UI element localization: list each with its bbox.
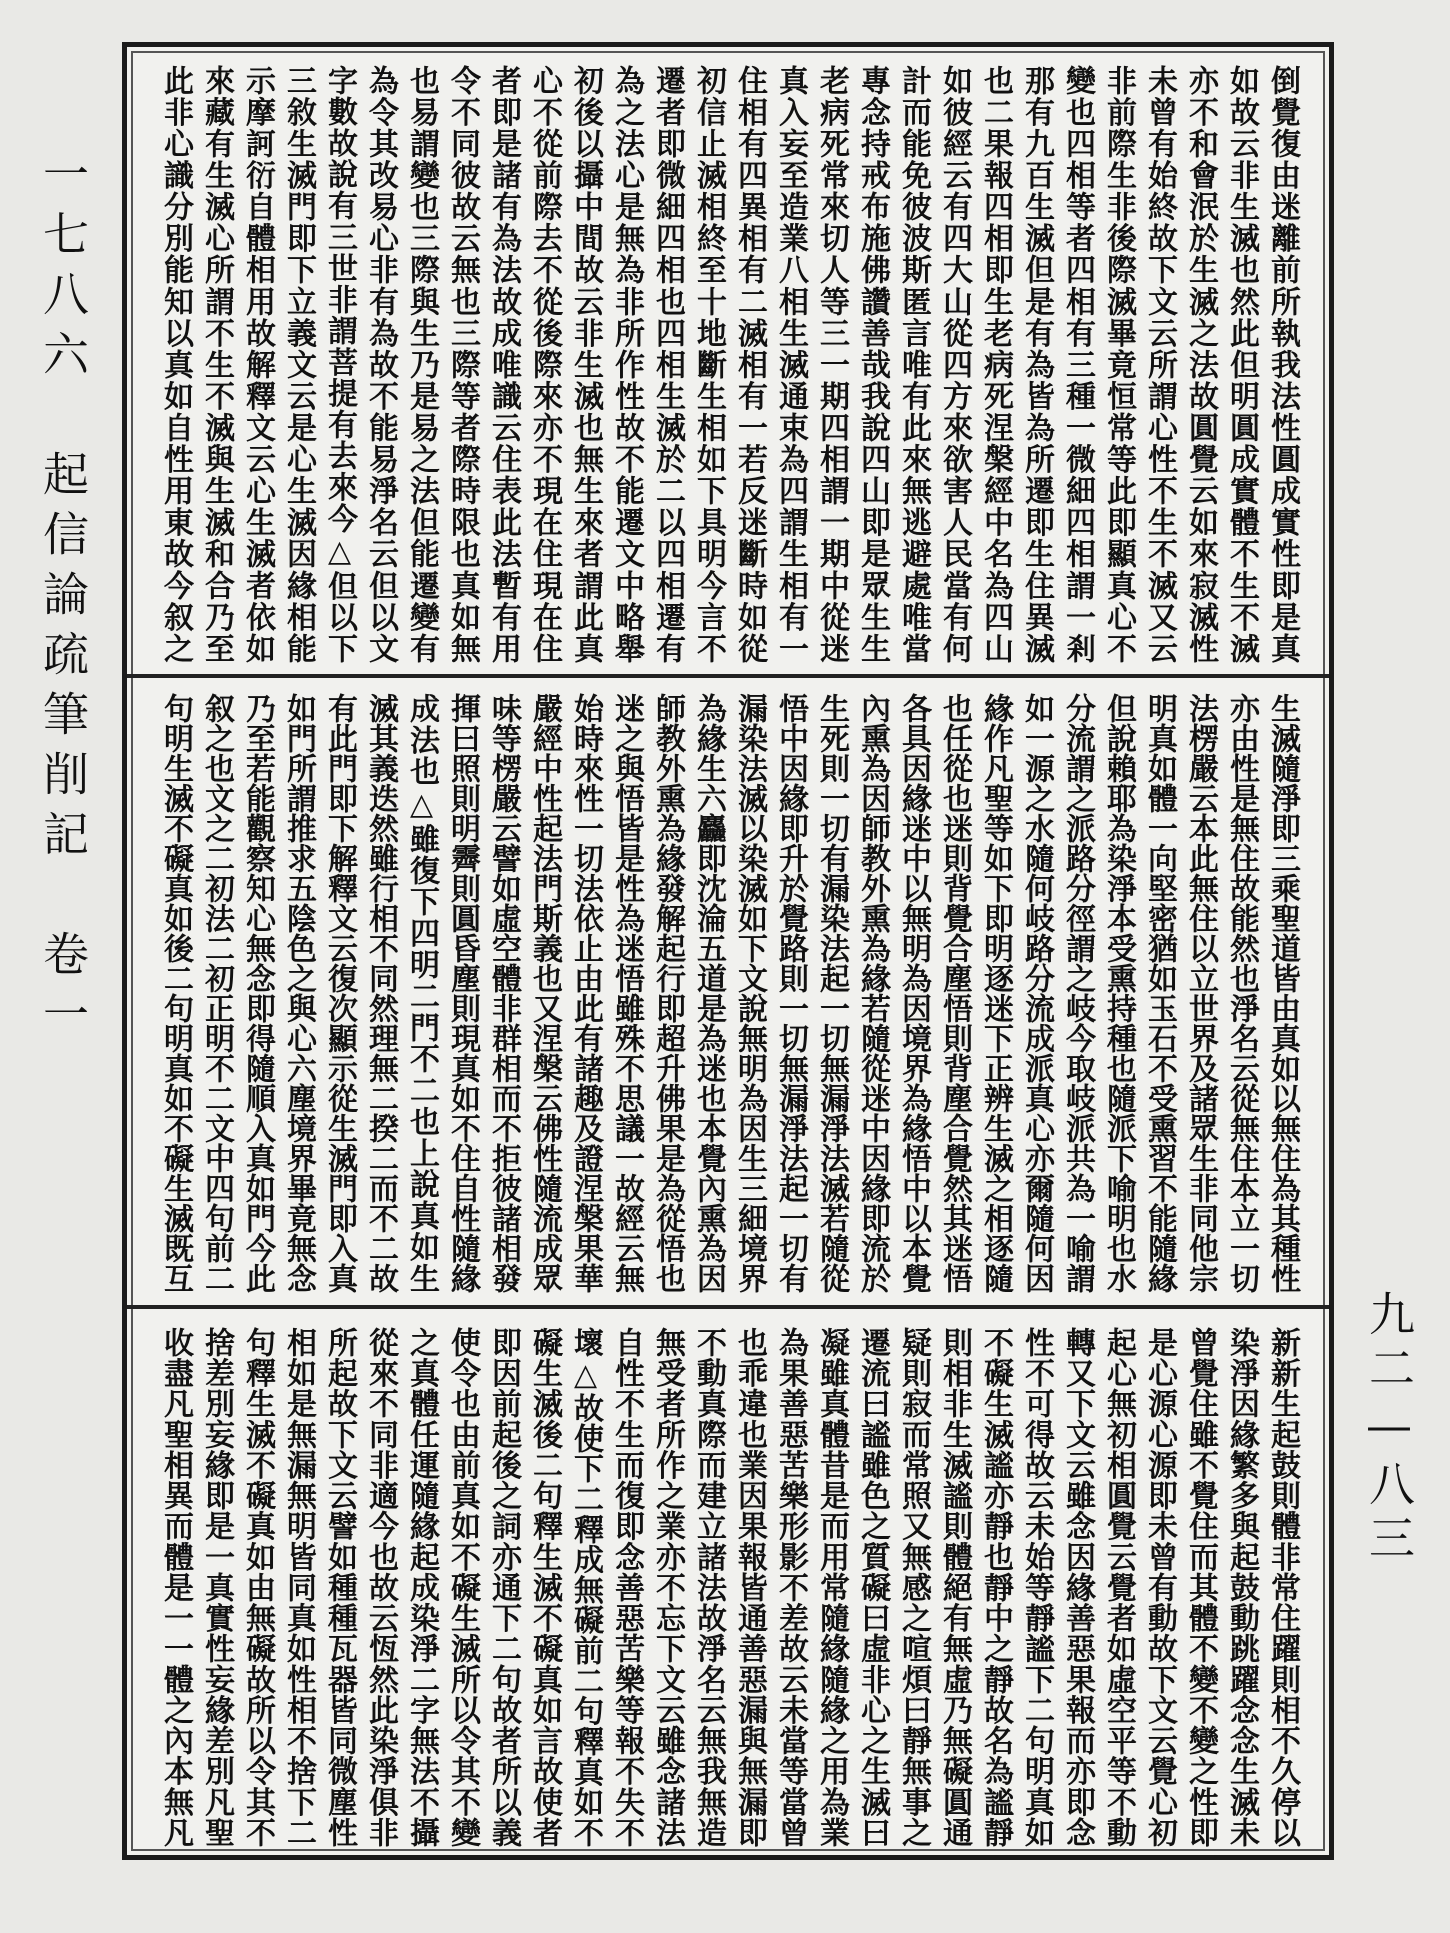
panel-middle-text: 生滅隨淨即三乘聖道皆由真如以無住為其種性亦由性是無住故能然也淨名云從無住本立一切法楞嚴云本此無住以立世界及諸眾生非同他宗明真如體一向堅密猶如玉石不受熏習不能隨緣但說賴耶為染淨本受熏持種也隨派下喻明也水分流謂之派路分徑謂之岐今取岐派共為一喻謂如一源之水隨何岐路分流成派真心亦爾隨何因緣作凡聖等如下即明逐迷下正辨生滅之相逐隨也任從也迷則背覺合塵悟則背塵合覺然其迷悟各具因緣迷中以無明為因境界為緣悟中以本覺內熏為因師教外熏為緣若隨從迷中因緣即流於生死則一切有漏染法起一切無漏淨法滅若隨從悟中因緣即升於覺路則一切無漏淨法起一切有漏染法滅以染滅如下文說無明為因生三細境界為緣生六麤即沈淪五道是為迷也本覺內熏為因師教外熏為緣發解起行即超升佛果是為從悟也迷之與悟皆是性為迷悟雖殊不思議一故經云無始時來性一切法依止由此有諸趣及證涅槃果華嚴經中性起法門斯義也又涅槃云佛性隨流成眾味等楞嚴云譬如虛空體非群相而不拒彼諸相發揮曰照則明霽則圓昏塵則現真如不住自性隨緣成法也△雖復下四明二門不二也上說真如生滅其義迭然雖行相不同然理無二揆二而不二故有此門即下解釋文云復次顯示從生滅門即入真如門所謂推求五陰色之與心六塵境界畢竟無念乃至若能觀察知心無念即得隨順入真如門今此叙之也文之二初法二初正明不二文中四句前二句明生滅不礙真如後二句明真如不礙生滅既互 xyxy=(158,693,1300,1293)
page-number: 九二—八三 xyxy=(1362,1290,1416,1568)
panel-top-text: 倒覺復由迷離前所執我法性圓成實性即是真如故云非生滅也然此但明圓成實體不生不滅亦不和會泯於生滅之法故圓覺云如來寂滅性未曾有始終故下文云所謂心性不生不滅又云非前際生非後際滅畢竟恒常等此即顯真心不變也四相等者四相有三種一微細四相謂一剎那有九百生滅但是有為皆為所遷即生住異滅也二果報四相即生老病死涅槃經中名為四山如彼經云有四大山從四方來欲害人民當有何計而能免彼波斯匿言唯有此來無逃避處唯當專念持戒布施佛讚善哉我說四山即是眾生生老病死常來切人等三一期四相謂一期中從迷真入妄至造業八相生滅通束為四謂生相有一住相有四異相有二滅相有一若反迷斷時如從初信止滅相終至十地斷生相如下具明今言不遷者即微細四相也四相生滅於二以四相遷有為之法心是無為非所作性故不能遷文中略舉初後以攝中間故云非生滅也無生來者謂此真心不從前際去不從後際來亦不現在住現在住者即是諸有為法故成唯識云住表此法暫有用令不同彼故云無也三際等者際時限也真如無也易謂變也三際與生乃是易之法但能遷變有為令其改易心非有為故不能易淨名云但以文字數故說有三世非謂菩提有去來今△但以下三敘生滅門即下立義文云是心生滅因緣相能示摩訶衍自體相用故解釋文云心生滅者依如來藏有生滅心所謂不生不滅與生滅和合乃至此非心識分別能知以真如自性用東故今叙之 xyxy=(158,65,1300,663)
panel-top xyxy=(147,65,1309,663)
panel-bottom xyxy=(147,1327,1309,1847)
right-margin-page-number xyxy=(1344,1290,1434,1830)
panel-bottom-text: 新新生起鼓則體非常住躍則相不久停以染淨因緣繁多與起鼓動跳躍念念生滅未曾覺住雖不覺住而其體不變不變之性即是心源心源即未曾有動故下文云覺心初起心無初相圓覺云覺者如虛空平等不動轉又下文云雖念因緣善惡果報而亦即念性不可得故云未始等靜謐下二句明真如不礙生滅謐亦靜也靜中之靜故名為謐靜則相非生滅謐則體絕有無虛乃無礙圓通疑則寂而常照又無感之喧煩曰靜無事之遷流曰謐雖色之質礙曰虛非心之生滅曰凝雖真體昔是而用常隨緣隨緣之用為業為果善惡苦樂形影不差故云未當等當曾也乖違也業因果報皆通善惡漏與無漏即不動真際而建立諸法故淨名云無我無造無受者所作之業亦不忘下文云雖念諸法自性不生而復即念善惡苦樂等報不失不壞△故使下二釋成無礙前二句釋真如不礙生滅後二句釋生滅不礙真如言故使者即因前起後之詞亦通下二句故者所以義使令也由前真如不礙生滅所以令其不變之真體任運隨緣起成染淨二字無法不攝從來不同非適今也故云恆然此染淨俱非所起故下文云譬如種種瓦器皆同微塵性相如是無漏無明皆同真如性相不捨下二句釋生滅不礙真如由無礙故所以令其不捨差別妄緣即是一真實性妄緣差別凡聖收盡凡聖相異而體是一一體之內本無凡 xyxy=(158,1327,1300,1847)
page-frame xyxy=(122,42,1334,1860)
left-margin-title xyxy=(28,150,98,1800)
panel-divider xyxy=(127,674,1329,678)
panel-divider xyxy=(127,1305,1329,1309)
book-title: 一七八六 起信論疏筆削記 卷一 xyxy=(36,150,90,1050)
panel-middle xyxy=(147,693,1309,1293)
